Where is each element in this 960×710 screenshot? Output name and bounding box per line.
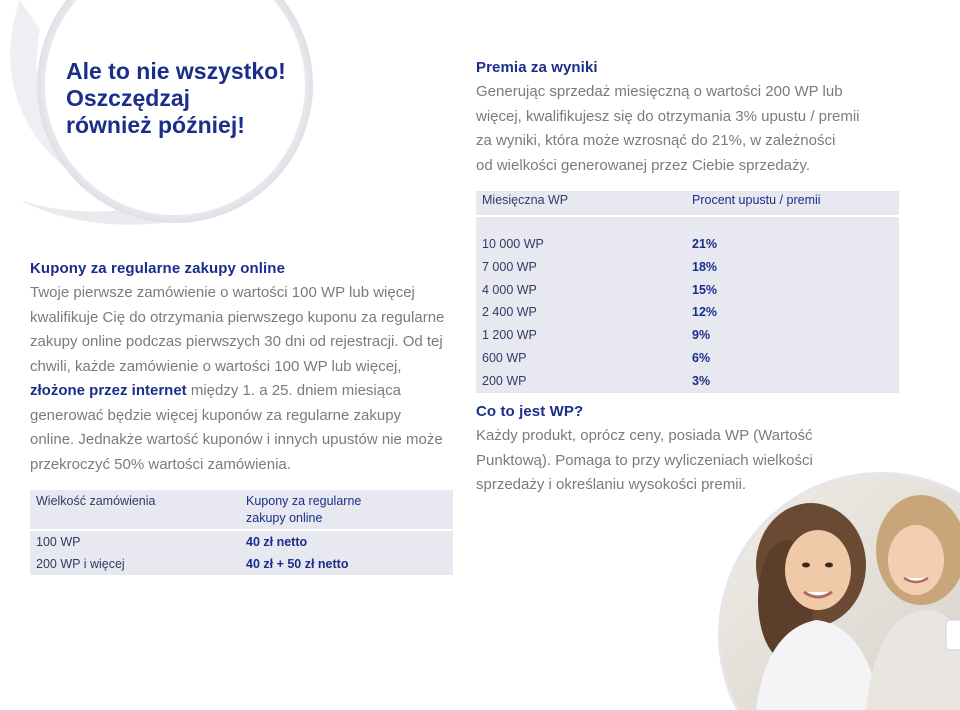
coupon-header-line: Kupony za regularne [246,494,362,508]
kupony-line: zakupy online podczas pierwszych 30 dni od rejestracji. Od tej [30,333,443,350]
wp-value: 10 000 WP [482,237,544,251]
premia-body [476,80,916,178]
pct-value: 18% [692,259,718,274]
wp-value: 600 WP [482,350,527,365]
coupon-table-header-left: Wielkość zamówienia [36,494,156,508]
premia-title: Premia za wyniki [476,59,598,76]
wp-value: 2 400 WP [482,305,537,320]
pct-value: 3% [692,373,711,388]
wp-info-line: Każdy produkt, oprócz ceny, posiada WP (Wartość [476,427,813,444]
table-row [476,233,899,256]
table-row [30,553,453,575]
kupony-line: chwili, każde zamówienie o wartości 100 WP lub więcej, [30,357,402,375]
women-photo-image [716,470,960,710]
table-header-row [476,191,899,215]
coupon-header-line: zakupy online [246,511,323,525]
kupony-line: Twoje pierwsze zamówienie o wartości 100 WP lub więcej [30,284,415,301]
order-value: 100 WP [36,535,81,549]
table-row [476,370,899,393]
premia-section [476,58,916,178]
pct-value: 6% [692,350,711,365]
wp-value: 4 000 WP [482,282,537,297]
kupony-bold-phrase: złożone przez internet [30,382,187,399]
pct-value: 12% [692,305,718,320]
table-row [476,347,899,370]
pct-value: 21% [692,237,718,251]
order-value: 200 WP i więcej [36,557,125,571]
kupony-title: Kupony za regularne zakupy online [30,260,286,277]
wp-value: 7 000 WP [482,259,537,274]
table-row [476,301,899,324]
kupony-line-rest: między 1. a 25. dniem miesiąca [186,382,401,399]
headline-line-1: Ale to nie wszystko! [66,58,286,84]
table-row [476,256,899,279]
coupon-value: 40 zł + 50 zł netto [246,557,349,571]
kupony-line: przekroczyć 50% wartości zamówienia. [30,455,291,473]
wp-table-header-left: Miesięczna WP [482,193,569,207]
page-headline [66,58,326,139]
coupon-value: 40 zł netto [246,535,308,549]
pct-value: 15% [692,282,718,297]
kupony-line: kwalifikuje Cię do otrzymania pierwszego kuponu za regularne [30,308,445,326]
kupony-line: online. Jednakże wartość kuponów i innych upustów nie może [30,431,443,448]
kupony-line: generować będzie więcej kuponów za regularne zakupy [30,406,402,424]
premia-line: Generując sprzedaż miesięczną o wartości 200 WP lub [476,83,843,100]
coupon-table-header-right [240,490,453,529]
kupony-body [30,281,470,477]
table-row [476,324,899,347]
coupon-table [30,490,453,575]
wp-table-header-right: Procent upustu / premii [692,193,821,207]
wp-value: 200 WP [482,373,527,388]
table-header-row [30,490,453,529]
table-row [30,531,453,553]
wp-value: 1 200 WP [482,328,537,343]
premia-line: od wielkości generowanej przez Ciebie sprzedaży. [476,156,811,174]
pct-value: 9% [692,328,711,343]
premia-line: za wyniki, która może wzrosnąć do 21%, w zależności [476,132,836,149]
kupony-section [30,259,470,477]
headline-line-2: Oszczędzaj [66,85,190,111]
wp-info-line: sprzedaży i określaniu wysokości premii. [476,476,747,493]
table-row [476,279,899,302]
wp-bonus-table [476,191,899,393]
kupony-line [30,379,470,404]
wp-info-title: Co to jest WP? [476,403,584,420]
wp-info-line: Punktową). Pomaga to przy wyliczeniach wielkości [476,451,813,469]
premia-line: więcej, kwalifikujesz się do otrzymania 3% upustu / premii [476,107,860,125]
headline-line-3: również później! [66,112,245,138]
